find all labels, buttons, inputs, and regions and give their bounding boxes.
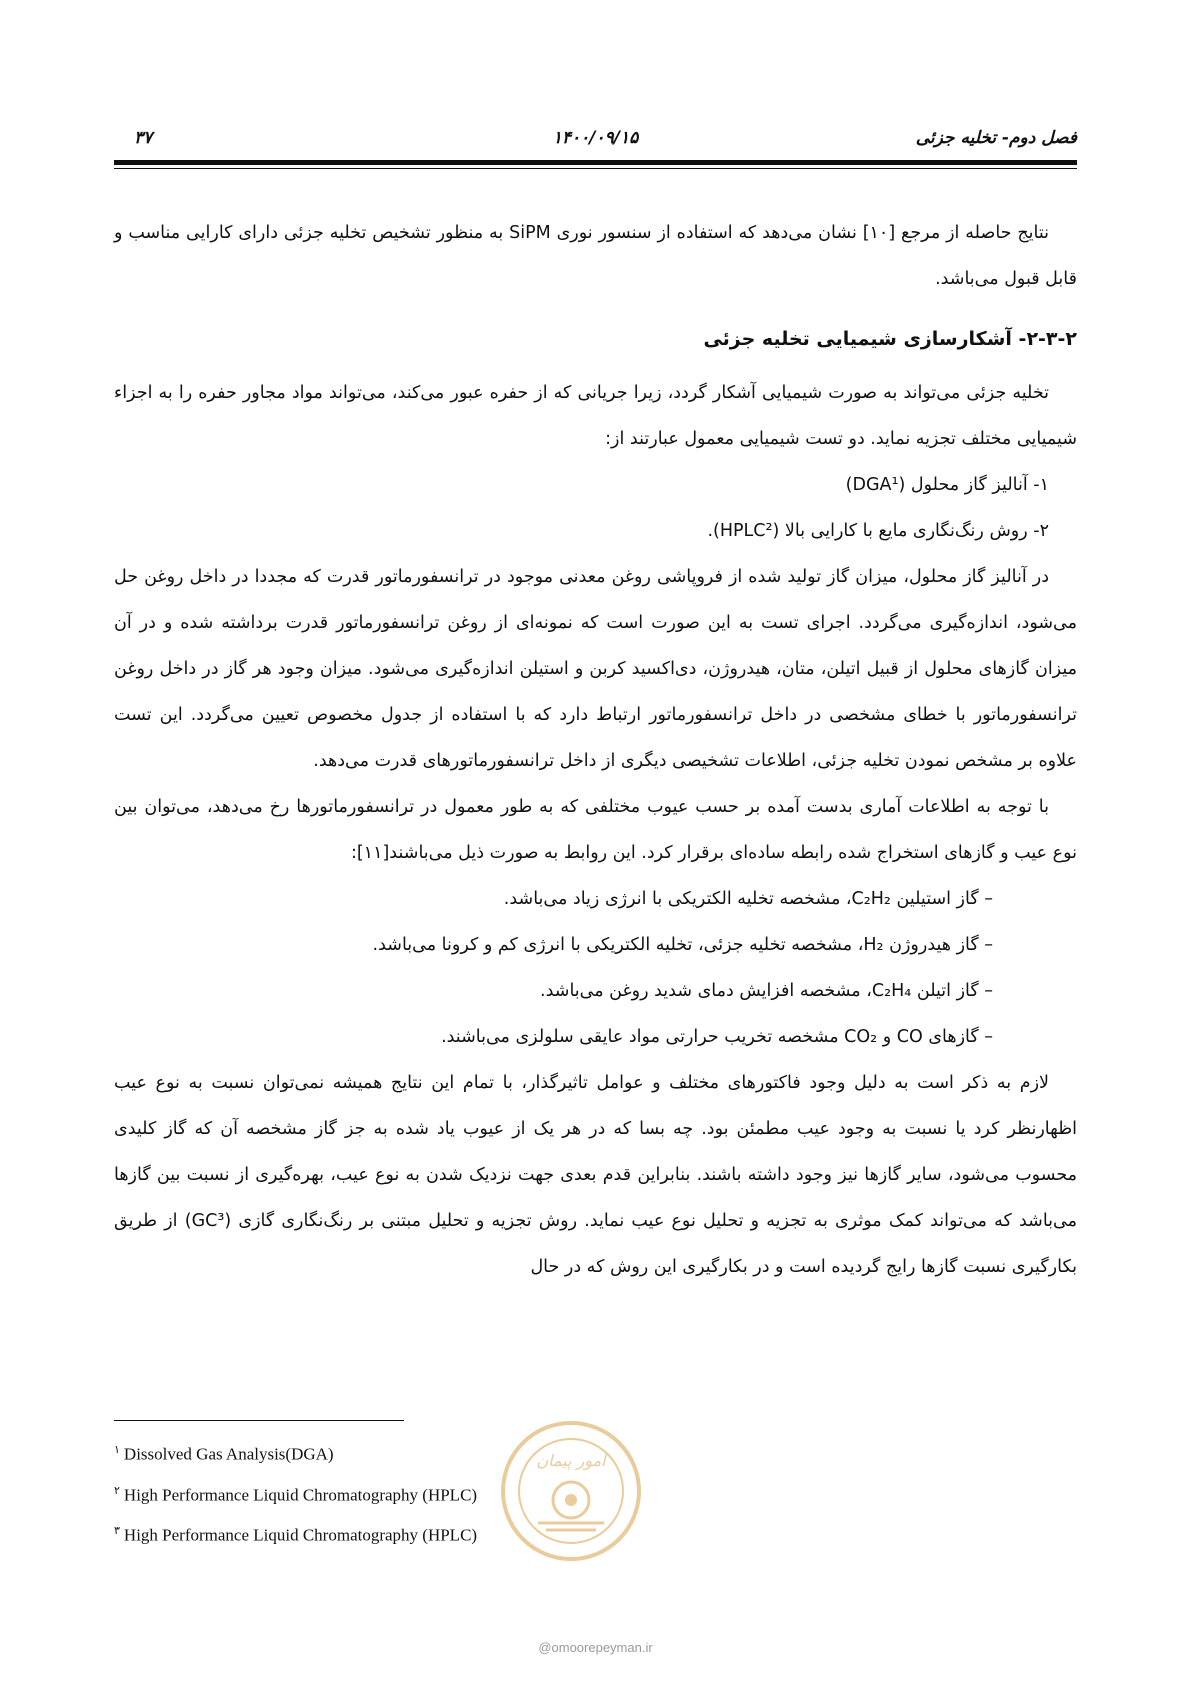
footnotes: [114, 1432, 814, 1554]
header-rule-thick: [114, 160, 1077, 165]
watermark: @omoorepeyman.ir: [538, 1640, 653, 1655]
paragraph-2: در آنالیز گاز محلول، میزان گاز تولید شده از فروپاشی روغن معدنی موجود در ترانسفورماتور قدرت که مجددا در داخل روغن حل می‌شود، اندازه‌گیری می‌گردد. اجرای تست به این صورت است که نمونه‌ای از روغن ترانسفورماتور قدرت برداشته شده و در آن میزان گازهای محلول از قبیل اتیلن، متان، هیدروژن، دی‌اکسید کربن و استیلن اندازه‌گیری می‌شود. میزان وجود هر گاز در داخل روغن ترانسفورماتور با خطای مشخصی در داخل ترانسفورماتور ارتباط دارد که با استفاده از جدول مخصوص تعیین می‌گردد. این تست علاوه بر مشخص نمودن تخلیه جزئی، اطلاعات تشخیصی دیگری از داخل ترانسفورماتورهای قدرت می‌دهد.: [114, 567, 1077, 771]
seal-stamp: [498, 1418, 644, 1564]
numbered-item-1: ۱- آنالیز گاز محلول (DGA¹): [845, 475, 1049, 495]
footnote-rule: [114, 1420, 404, 1421]
header-date: ۱۴۰۰/۰۹/۱۵: [552, 128, 639, 148]
bullet-item: – گاز استیلین C₂H₂، مشخصه تخلیه الکتریکی با انرژی زیاد می‌باشد.: [503, 889, 993, 909]
paragraph-4: لازم به ذکر است به دلیل وجود فاکتورهای مختلف و عوامل تاثیرگذار، با تمام این نتایج همیشه نمی‌توان نسبت به نوع عیب اظهارنظر کرد یا نسبت به وجود عیب مطمئن بود. چه بسا که در هر یک از عیوب یاد شده به جز گاز مشخصه آن که گاز کلیدی محسوب می‌شود، سایر گازها نیز وجود داشته باشند. بنابراین قدم بعدی جهت نزدیک شدن به نوع عیب، بهره‌گیری از نسبت بین گازها می‌باشد که می‌تواند کمک موثری به تجزیه و تحلیل نوع عیب نماید. روش تجزیه و تحلیل مبتنی بر رنگ‌نگاری گازی (GC³) از طریق بکارگیری نسبت گازها رایج گردیده است و در بکارگیری این روش که در حال: [114, 1073, 1077, 1277]
page-body: [114, 210, 1077, 1290]
chapter-title: فصل دوم- تخلیه جزئی: [915, 128, 1077, 148]
bullet-item: – گاز اتیلن C₂H₄، مشخصه افزایش دمای شدید روغن می‌باشد.: [540, 981, 993, 1001]
intro-paragraph: نتایج حاصله از مرجع [۱۰] نشان می‌دهد که استفاده از سنسور نوری SiPM به منظور تشخیص تخلیه جزئی دارای کارایی مناسب و قابل قبول می‌باشد.: [114, 223, 1077, 289]
footnote-3: $^۳$ High Performance Liquid Chromatography (HPLC): [114, 1525, 478, 1545]
header-rule-thin: [114, 168, 1077, 169]
numbered-item-2: ۲- روش رنگ‌نگاری مایع با کارایی بالا (HPLC²).: [707, 521, 1049, 541]
bullet-item: – گازهای CO و CO₂ مشخصه تخریب حرارتی مواد عایقی سلولزی می‌باشند.: [441, 1027, 993, 1047]
page-header: [114, 128, 1077, 152]
footnote-1: $^۱$ Dissolved Gas Analysis(DGA): [114, 1444, 334, 1464]
stamp-text: امور پیمان: [536, 1451, 606, 1470]
footnote-2: $^۲$ High Performance Liquid Chromatography (HPLC): [114, 1484, 478, 1505]
paragraph-1: تخلیه جزئی می‌تواند به صورت شیمیایی آشکار گردد، زیرا جریانی که از حفره عبور می‌کند، می‌تواند مواد مجاور حفره را به اجزاء شیمیایی مختلف تجزیه نماید. دو تست شیمیایی معمول عبارتند از:: [114, 383, 1077, 449]
paragraph-3: با توجه به اطلاعات آماری بدست آمده بر حسب عیوب مختلفی که به طور معمول در ترانسفورماتورها رخ می‌دهد، می‌توان بین نوع عیب و گازهای استخراج شده رابطه ساده‌ای برقرار کرد. این روابط به صورت ذیل می‌باشند[۱۱]:: [114, 797, 1077, 863]
page-number: ۳۷: [134, 128, 153, 148]
section-heading: ۲-۳-۲- آشکارسازی شیمیایی تخلیه جزئی: [703, 328, 1077, 350]
bullet-item: – گاز هیدروژن H₂، مشخصه تخلیه جزئی، تخلیه الکتریکی با انرژی کم و کرونا می‌باشد.: [372, 935, 993, 955]
